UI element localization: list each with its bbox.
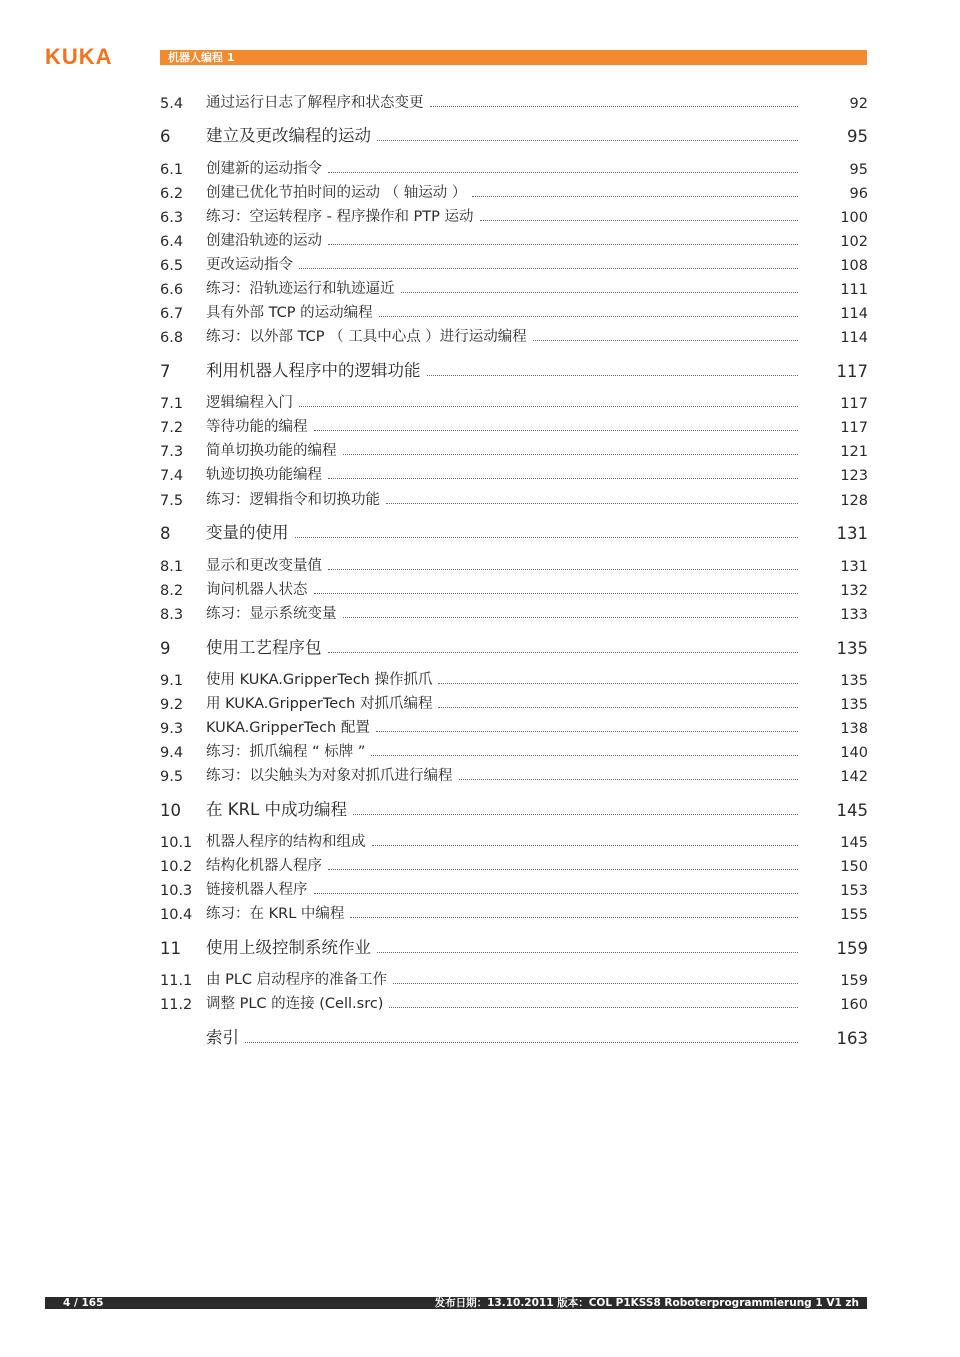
toc-section-entry[interactable] (160, 877, 868, 899)
toc-chapter-entry[interactable] (160, 796, 868, 820)
toc-entry-page: 131 (840, 559, 868, 575)
toc-entry-title: 轨迹切换功能编程 (206, 467, 322, 483)
toc-dot-leader (438, 683, 798, 684)
header-bar (160, 50, 867, 65)
toc-section-entry[interactable] (160, 901, 868, 923)
footer-bar (45, 1297, 867, 1309)
toc-entry-page: 114 (840, 330, 868, 346)
toc-chapter-entry[interactable] (160, 519, 868, 543)
toc-entry-title: 练习：以尖触头为对象对抓爪进行编程 (206, 768, 453, 784)
toc-entry-number: 8 (160, 524, 171, 543)
toc-entry-number: 6.5 (160, 258, 184, 274)
toc-section-entry[interactable] (160, 829, 868, 851)
toc-dot-leader (393, 983, 798, 984)
toc-chapter-entry[interactable] (160, 1024, 868, 1048)
toc-entry-number: 9.4 (160, 745, 184, 761)
toc-entry-page: 111 (840, 282, 868, 298)
toc-entry-title: 具有外部 TCP 的运动编程 (206, 305, 373, 321)
footer-page-info: 4 / 165 (63, 1297, 104, 1309)
toc-dot-leader (314, 430, 799, 431)
toc-section-entry[interactable] (160, 204, 868, 226)
toc-section-entry[interactable] (160, 667, 868, 689)
toc-entry-number: 8.3 (160, 607, 184, 623)
toc-entry-number: 11 (160, 939, 181, 958)
toc-entry-page: 95 (849, 162, 868, 178)
toc-dot-leader (427, 375, 799, 376)
toc-entry-number: 6.7 (160, 306, 184, 322)
toc-entry-page: 159 (840, 973, 868, 989)
toc-entry-number: 7.1 (160, 396, 184, 412)
header-title: 机器人编程 1 (168, 51, 235, 64)
toc-entry-title: 利用机器人程序中的逻辑功能 (206, 361, 421, 380)
toc-section-entry[interactable] (160, 438, 868, 460)
toc-dot-leader (343, 617, 799, 618)
toc-entry-title: 询问机器人状态 (206, 582, 308, 598)
toc-dot-leader (245, 1042, 798, 1043)
kuka-logo: KUKA (45, 44, 113, 69)
toc-entry-number: 11.2 (160, 997, 193, 1013)
footer-publication-info: 发布日期：13.10.2011 版本：COL P1KSS8 Roboterprogrammierung 1 V1 zh (434, 1297, 859, 1309)
toc-entry-page: 123 (840, 468, 868, 484)
toc-entry-title: 通过运行日志了解程序和状态变更 (206, 95, 424, 111)
toc-dot-leader (372, 845, 799, 846)
toc-entry-title: KUKA.GripperTech 配置 (206, 720, 370, 736)
toc-entry-title: 练习：显示系统变量 (206, 606, 337, 622)
toc-entry-title: 等待功能的编程 (206, 419, 308, 435)
toc-dot-leader (376, 731, 798, 732)
toc-dot-leader (328, 172, 798, 173)
toc-entry-page: 133 (840, 607, 868, 623)
toc-entry-page: 140 (840, 745, 868, 761)
toc-entry-number: 7.5 (160, 493, 184, 509)
toc-entry-title: 索引 (206, 1028, 239, 1047)
toc-entry-page: 131 (836, 524, 868, 543)
toc-section-entry[interactable] (160, 180, 868, 202)
toc-section-entry[interactable] (160, 967, 868, 989)
toc-entry-title: 变量的使用 (206, 523, 289, 542)
toc-entry-title: 练习：抓爪编程 “ 标牌 ” (206, 744, 366, 760)
toc-entry-number: 9.1 (160, 673, 184, 689)
toc-entry-page: 150 (840, 859, 868, 875)
toc-entry-title: 用 KUKA.GripperTech 对抓爪编程 (206, 696, 433, 712)
toc-dot-leader (401, 292, 799, 293)
toc-entry-number: 10.1 (160, 835, 193, 851)
toc-entry-title: 使用 KUKA.GripperTech 操作抓爪 (206, 672, 433, 688)
toc-entry-number: 10 (160, 801, 181, 820)
toc-entry-page: 96 (849, 186, 868, 202)
toc-entry-page: 114 (840, 306, 868, 322)
toc-dot-leader (377, 140, 798, 141)
toc-entry-number: 6.8 (160, 330, 184, 346)
toc-entry-title: 链接机器人程序 (206, 882, 308, 898)
toc-section-entry[interactable] (160, 462, 868, 484)
toc-entry-page: 155 (840, 907, 868, 923)
toc-entry-page: 132 (840, 583, 868, 599)
toc-entry-page: 100 (840, 210, 868, 226)
toc-dot-leader (328, 869, 798, 870)
toc-entry-page: 135 (840, 697, 868, 713)
toc-dot-leader (377, 952, 798, 953)
toc-entry-page: 145 (840, 835, 868, 851)
toc-entry-title: 更改运动指令 (206, 257, 293, 273)
toc-dot-leader (480, 220, 798, 221)
toc-entry-title: 练习：在 KRL 中编程 (206, 906, 345, 922)
toc-entry-title: 逻辑编程入门 (206, 395, 293, 411)
toc-dot-leader (314, 893, 799, 894)
toc-entry-title: 使用上级控制系统作业 (206, 938, 371, 957)
toc-section-entry[interactable] (160, 324, 868, 346)
toc-entry-number: 9.5 (160, 769, 184, 785)
toc-section-entry[interactable] (160, 715, 868, 737)
toc-section-entry[interactable] (160, 691, 868, 713)
toc-section-entry[interactable] (160, 991, 868, 1013)
toc-dot-leader (533, 340, 798, 341)
toc-entry-number: 6.1 (160, 162, 184, 178)
toc-section-entry[interactable] (160, 577, 868, 599)
toc-entry-number: 6.6 (160, 282, 184, 298)
toc-entry-page: 102 (840, 234, 868, 250)
toc-section-entry[interactable] (160, 414, 868, 436)
toc-entry-number: 7.4 (160, 468, 184, 484)
toc-section-entry[interactable] (160, 487, 868, 509)
toc-dot-leader (343, 454, 799, 455)
toc-entry-title: 简单切换功能的编程 (206, 443, 337, 459)
toc-dot-leader (328, 244, 798, 245)
toc-entry-title: 练习：逻辑指令和切换功能 (206, 492, 380, 508)
toc-entry-page: 117 (840, 396, 868, 412)
toc-entry-number: 9.3 (160, 721, 184, 737)
toc-dot-leader (438, 707, 798, 708)
toc-chapter-entry[interactable] (160, 634, 868, 658)
toc-section-entry[interactable] (160, 553, 868, 575)
toc-entry-page: 117 (836, 362, 868, 381)
toc-entry-page: 92 (849, 96, 868, 112)
toc-section-entry[interactable] (160, 601, 868, 623)
toc-entry-number: 10.3 (160, 883, 193, 899)
toc-entry-title: 练习：以外部 TCP （ 工具中心点 ）进行运动编程 (206, 329, 527, 345)
toc-entry-title: 由 PLC 启动程序的准备工作 (206, 972, 388, 988)
toc-entry-number: 8.2 (160, 583, 184, 599)
toc-section-entry[interactable] (160, 853, 868, 875)
toc-dot-leader (299, 268, 798, 269)
toc-entry-number: 9 (160, 639, 171, 658)
toc-entry-number: 5.4 (160, 96, 184, 112)
toc-dot-leader (353, 814, 798, 815)
toc-entry-page: 145 (836, 801, 868, 820)
toc-dot-leader (314, 593, 799, 594)
toc-entry-title: 练习：沿轨迹运行和轨迹逼近 (206, 281, 395, 297)
toc-dot-leader (350, 917, 798, 918)
toc-entry-title: 创建已优化节拍时间的运动 （ 轴运动 ） (206, 185, 467, 201)
toc-entry-number: 6 (160, 127, 171, 146)
toc-entry-page: 128 (840, 493, 868, 509)
toc-dot-leader (328, 478, 798, 479)
toc-section-entry[interactable] (160, 390, 868, 412)
toc-entry-page: 117 (840, 420, 868, 436)
toc-entry-page: 142 (840, 769, 868, 785)
toc-entry-number: 11.1 (160, 973, 193, 989)
toc-dot-leader (472, 196, 798, 197)
toc-entry-title: 机器人程序的结构和组成 (206, 834, 366, 850)
toc-entry-title: 建立及更改编程的运动 (206, 126, 371, 145)
toc-entry-title: 创建沿轨迹的运动 (206, 233, 322, 249)
toc-entry-number: 7 (160, 362, 171, 381)
toc-section-entry[interactable] (160, 276, 868, 298)
toc-section-entry[interactable] (160, 156, 868, 178)
toc-dot-leader (386, 503, 798, 504)
toc-entry-title: 在 KRL 中成功编程 (206, 800, 347, 819)
toc-entry-title: 创建新的运动指令 (206, 161, 322, 177)
toc-entry-page: 135 (840, 673, 868, 689)
toc-dot-leader (371, 755, 798, 756)
toc-entry-number: 6.4 (160, 234, 184, 250)
toc-section-entry[interactable] (160, 763, 868, 785)
toc-section-entry[interactable] (160, 300, 868, 322)
toc-entry-page: 135 (836, 639, 868, 658)
toc-entry-title: 显示和更改变量值 (206, 558, 322, 574)
toc-entry-title: 练习：空运转程序 - 程序操作和 PTP 运动 (206, 209, 474, 225)
toc-dot-leader (299, 406, 798, 407)
toc-entry-title: 使用工艺程序包 (206, 638, 322, 657)
toc-dot-leader (430, 106, 799, 107)
toc-section-entry[interactable] (160, 739, 868, 761)
toc-entry-title: 结构化机器人程序 (206, 858, 322, 874)
toc-entry-page: 121 (840, 444, 868, 460)
toc-dot-leader (295, 537, 799, 538)
toc-entry-number: 8.1 (160, 559, 184, 575)
toc-entry-number: 10.2 (160, 859, 193, 875)
toc-section-entry[interactable] (160, 90, 868, 112)
toc-section-entry[interactable] (160, 252, 868, 274)
toc-dot-leader (328, 569, 798, 570)
toc-entry-number: 10.4 (160, 907, 193, 923)
toc-entry-page: 163 (836, 1029, 868, 1048)
toc-entry-page: 108 (840, 258, 868, 274)
toc-dot-leader (328, 652, 799, 653)
toc-entry-title: 调整 PLC 的连接 (Cell.src) (206, 996, 384, 1012)
toc-dot-leader (459, 779, 799, 780)
toc-section-entry[interactable] (160, 228, 868, 250)
toc-entry-number: 7.2 (160, 420, 184, 436)
toc-entry-page: 159 (836, 939, 868, 958)
toc-entry-page: 160 (840, 997, 868, 1013)
toc-entry-number: 7.3 (160, 444, 184, 460)
toc-entry-number: 9.2 (160, 697, 184, 713)
toc-dot-leader (389, 1007, 798, 1008)
toc-entry-page: 138 (840, 721, 868, 737)
toc-chapter-entry[interactable] (160, 934, 868, 958)
toc-entry-page: 95 (847, 127, 868, 146)
toc-entry-number: 6.2 (160, 186, 184, 202)
toc-entry-number: 6.3 (160, 210, 184, 226)
toc-dot-leader (379, 316, 798, 317)
toc-entry-page: 153 (840, 883, 868, 899)
toc-chapter-entry[interactable] (160, 357, 868, 381)
toc-chapter-entry[interactable] (160, 122, 868, 146)
